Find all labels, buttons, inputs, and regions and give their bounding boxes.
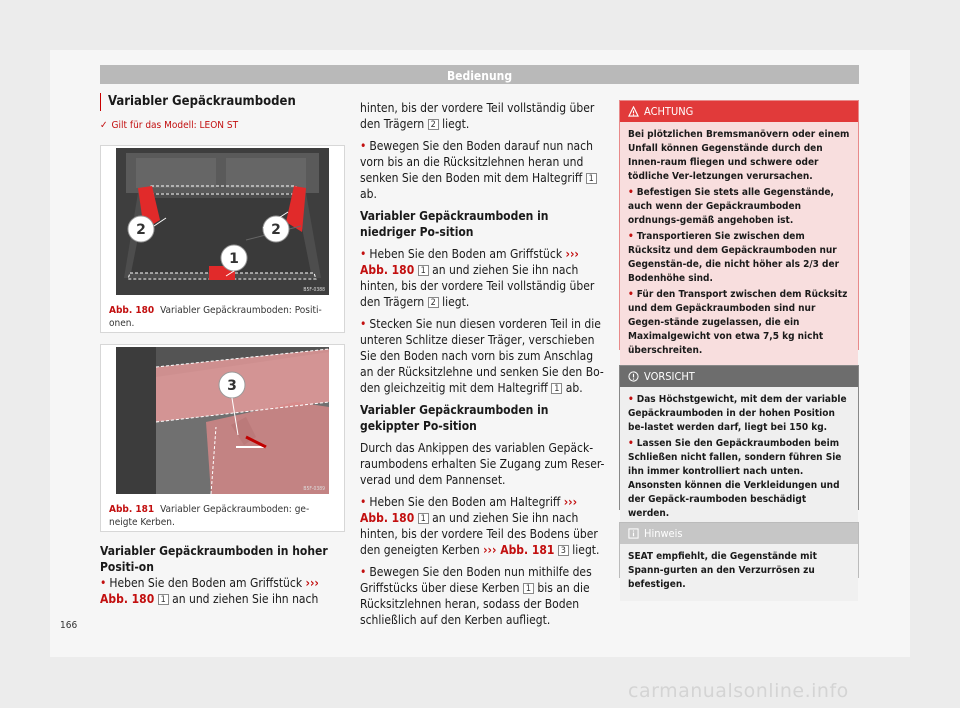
figure-181 (100, 344, 345, 532)
trunk-illustration (116, 148, 329, 295)
warning-body: Bei plötzlichen Bremsmanövern oder einem Unfall können Gegenstände durch den Innen-raum fliegen und schwere oder tödliche Ver-letzungen verursachen. • Befestigen Sie stets alle Gegenstände, auch wenn der Gepäckraumboden ordnungs-gemäß angehoben ist. • Transportieren Sie zwischen dem Rücksitz und dem Gepäckraumboden nur Gegenstän-de, die nicht höher als 2/3 der Bodenhöhe sind. • Für den Transport zwischen dem Rücksitz und dem Gepäckraumboden sind nur Gegen-stände zugelassen, die ein Maximalgewicht von etwa 7,5 kg nicht überschreiten. (620, 122, 858, 367)
trunk-floor-image (116, 148, 329, 295)
fig2-code: B5F-0389 (303, 486, 325, 492)
subhead-high-position: Variabler Gepäckraumboden in hoher Positi-on (100, 544, 328, 574)
page-number: 166 (60, 620, 78, 631)
watermark: carmanualsonline.info (628, 680, 849, 702)
bullet-high-1: • Heben Sie den Boden am Griffstück ››› Abb. 180 1 an und ziehen Sie ihn nach (100, 576, 319, 606)
subhead-low-position: Variabler Gepäckraumboden in niedriger Po-sition (360, 209, 549, 239)
applies-note: ✓ Gilt für das Modell: LEON ST (100, 120, 239, 131)
warning-header: ACHTUNG (620, 101, 858, 122)
check-icon: ✓ (100, 120, 108, 131)
header-bar (100, 65, 859, 84)
fig1-label-2b: 2 (271, 222, 281, 238)
fig2-label-3: 3 (227, 378, 237, 394)
tilted-floor-image (116, 347, 329, 494)
caution-box (619, 365, 859, 519)
para-7: • Bewegen Sie den Boden nun mithilfe des Griffstücks über diese Kerben 1 bis an die Rücksitzlehnen heran, sodass der Boden schließlich auf den Kerben aufliegt. (360, 565, 592, 627)
fig1-label-2a: 2 (136, 222, 146, 238)
left-column-text (100, 543, 346, 607)
para-2: • Bewegen Sie den Boden darauf nun nach vorn bis an die Rücksitzlehnen heran und senken Sie den Boden mit dem Haltegriff 1 ab. (360, 138, 606, 202)
caution-icon (628, 371, 639, 382)
caution-header: VORSICHT (620, 366, 858, 387)
note-header: Hinweis (620, 523, 858, 544)
ref-abb-180[interactable]: ››› Abb. 180 (100, 576, 319, 606)
para-1: hinten, bis der vordere Teil vollständig über den Trägern 2 liegt. (360, 101, 595, 131)
note-body: SEAT empfiehlt, die Gegenstände mit Spann-gurten an den Verzurrösen zu befestigen. (620, 544, 858, 601)
note-box (619, 522, 859, 590)
para-3: • Heben Sie den Boden am Griffstück ››› Abb. 180 1 an und ziehen Sie ihn nach hinten, bis der vordere Teil vollständig über den Trägern 2 liegt. (360, 247, 595, 309)
header-section: Bedienung (446, 69, 513, 83)
tilted-illustration (116, 347, 329, 494)
section-title: Variabler Gepäckraumboden (100, 93, 346, 111)
fig1-label-1: 1 (229, 251, 239, 267)
para-6: • Heben Sie den Boden am Haltegriff ››› Abb. 180 1 an und ziehen Sie ihn nach hinten, bis der vordere Teil des Bodens über den geneigten Kerben ››› Abb. 181 3 liegt. (360, 495, 600, 557)
warning-box (619, 100, 859, 356)
caution-body: • Das Höchstgewicht, mit dem der variable Gepäckraumboden in der hohen Position be-lastet werden darf, liegt bei 150 kg. • Lassen Sie den Gepäckraumboden beim Schließen nicht fallen, sondern führen Sie ihn immer kontrolliert nach unten. Ansonsten können die Verkleidungen und der Gepäck-raumboden beschädigt werden. (620, 387, 858, 530)
subhead-tilted-position: Variabler Gepäckraumboden in gekippter Po-sition (360, 403, 549, 433)
fig2-caption: Abb. 181 Variabler Gepäckraumboden: ge-neigte Kerben. (109, 504, 310, 528)
info-icon (628, 528, 639, 539)
para-5: Durch das Ankippen des variablen Gepäck-raumbodens erhalten Sie Zugang zum Reser-verad und dem Pannenset. (360, 441, 605, 487)
warning-triangle-icon (628, 106, 639, 117)
fig1-code: B5F-0388 (303, 287, 325, 293)
figure-180 (100, 145, 345, 333)
left-column-header (100, 93, 346, 132)
para-4: • Stecken Sie nun diesen vorderen Teil in die unteren Schlitze dieser Träger, verschieben Sie den Boden nach vorn bis zum Anschlag an der Rücksitzlehne und senken Sie den Bo-den gleichzeitig mit dem Haltegriff 1 ab. (360, 317, 604, 395)
fig1-caption: Abb. 180 Variabler Gepäckraumboden: Positi-onen. (109, 305, 322, 329)
middle-column (360, 100, 606, 634)
